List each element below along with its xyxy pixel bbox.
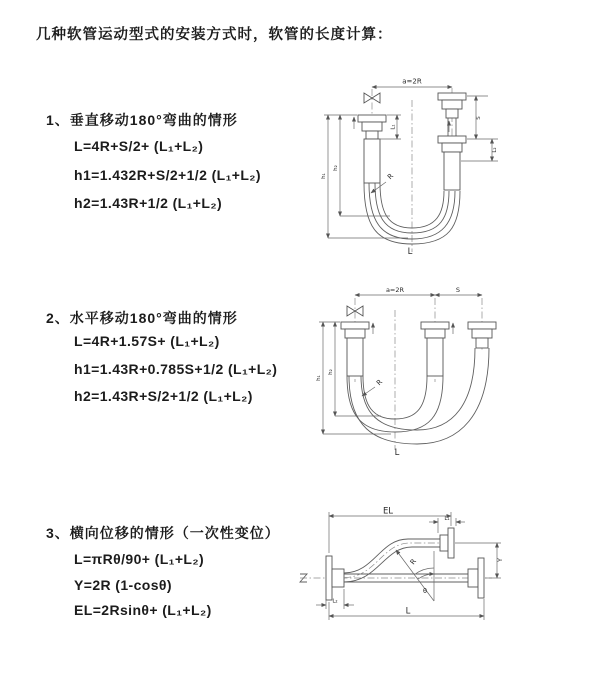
dim-label-l: L (407, 247, 413, 257)
dim-label-a2r: a=2R (402, 77, 422, 86)
section-2-heading: 2、水平移动180°弯曲的情形 (46, 310, 238, 326)
flange-fitting-right-original (468, 558, 484, 598)
dim-label-r: R (375, 378, 385, 388)
dim-label-h1: h₁ (321, 173, 327, 179)
dim-label-h2: h₂ (333, 165, 339, 171)
dim-label-h2: h₂ (328, 369, 334, 375)
section-3-heading: 3、横向位移的情形（一次性变位） (46, 525, 280, 541)
centerlines (372, 88, 452, 252)
dim-label-s: S (476, 116, 482, 120)
dimension-travel-s (467, 96, 498, 139)
formula-line: h2=1.43R+S/2+1/2 (L₁+L₂) (74, 388, 253, 404)
dimension-travel-s (435, 286, 482, 295)
page-title: 几种软管运动型式的安装方式时，软管的长度计算： (36, 27, 393, 43)
flange-fitting-right-moved (468, 322, 496, 348)
flange-fitting-middle (421, 322, 449, 376)
flange-fitting-right-lower (438, 136, 466, 190)
dimension-a2r (372, 78, 452, 88)
formula-line: h1=1.43R+0.785S+1/2 (L₁+L₂) (74, 361, 278, 377)
section-1-heading: 1、垂直移动180°弯曲的情形 (46, 112, 238, 128)
flange-fitting-left (358, 115, 386, 183)
dimension-l (329, 599, 484, 620)
dimension-l1 (429, 516, 465, 533)
formula-line: Y=2R (1-cosθ) (74, 577, 172, 593)
dim-label-l: L (394, 448, 400, 458)
hose-curves (347, 348, 489, 444)
formula-line: EL=2Rsinθ+ (L₁+L₂) (74, 602, 212, 618)
dim-label-y: Y (496, 558, 504, 562)
formula-line: h2=1.43R+1/2 (L₁+L₂) (74, 195, 223, 211)
dim-label-a2r: a=2R (385, 286, 405, 294)
dimension-l2-right (461, 139, 498, 161)
dim-label-r: R (408, 557, 419, 567)
dim-label-l1: L₁ (444, 516, 450, 522)
formula-line: L=4R+1.57S+ (L₁+L₂) (74, 333, 220, 349)
radius-callout (362, 378, 384, 396)
dim-label-h1: h₁ (316, 375, 322, 381)
dim-label-l2: L₂ (332, 598, 338, 605)
dim-label-theta: θ (423, 587, 427, 595)
dimension-a2r (355, 286, 435, 295)
dim-label-l: L (405, 606, 411, 617)
flange-fitting-left (326, 556, 344, 600)
dim-label-l1: L₁ (390, 124, 397, 130)
formula-line: L=4R+S/2+ (L₁+L₂) (74, 138, 204, 154)
dim-label-s: S (455, 286, 461, 294)
diagram-horizontal-180-bend (315, 282, 597, 460)
dim-label-el: EL (382, 506, 394, 517)
flange-fitting-left (341, 322, 369, 376)
diagram-lateral-displacement (296, 503, 598, 645)
dimension-el (329, 507, 451, 554)
flange-fitting-right-displaced (440, 528, 454, 558)
formula-line: h1=1.432R+S/2+1/2 (L₁+L₂) (74, 167, 261, 183)
dim-label-r: R (386, 172, 396, 182)
dimension-l2 (316, 589, 354, 609)
radius-construction (396, 550, 434, 601)
formula-line: L=πRθ/90+ (L₁+L₂) (74, 551, 205, 567)
diagram-vertical-180-bend (318, 70, 588, 257)
dim-label-l2: L₂ (492, 147, 498, 153)
